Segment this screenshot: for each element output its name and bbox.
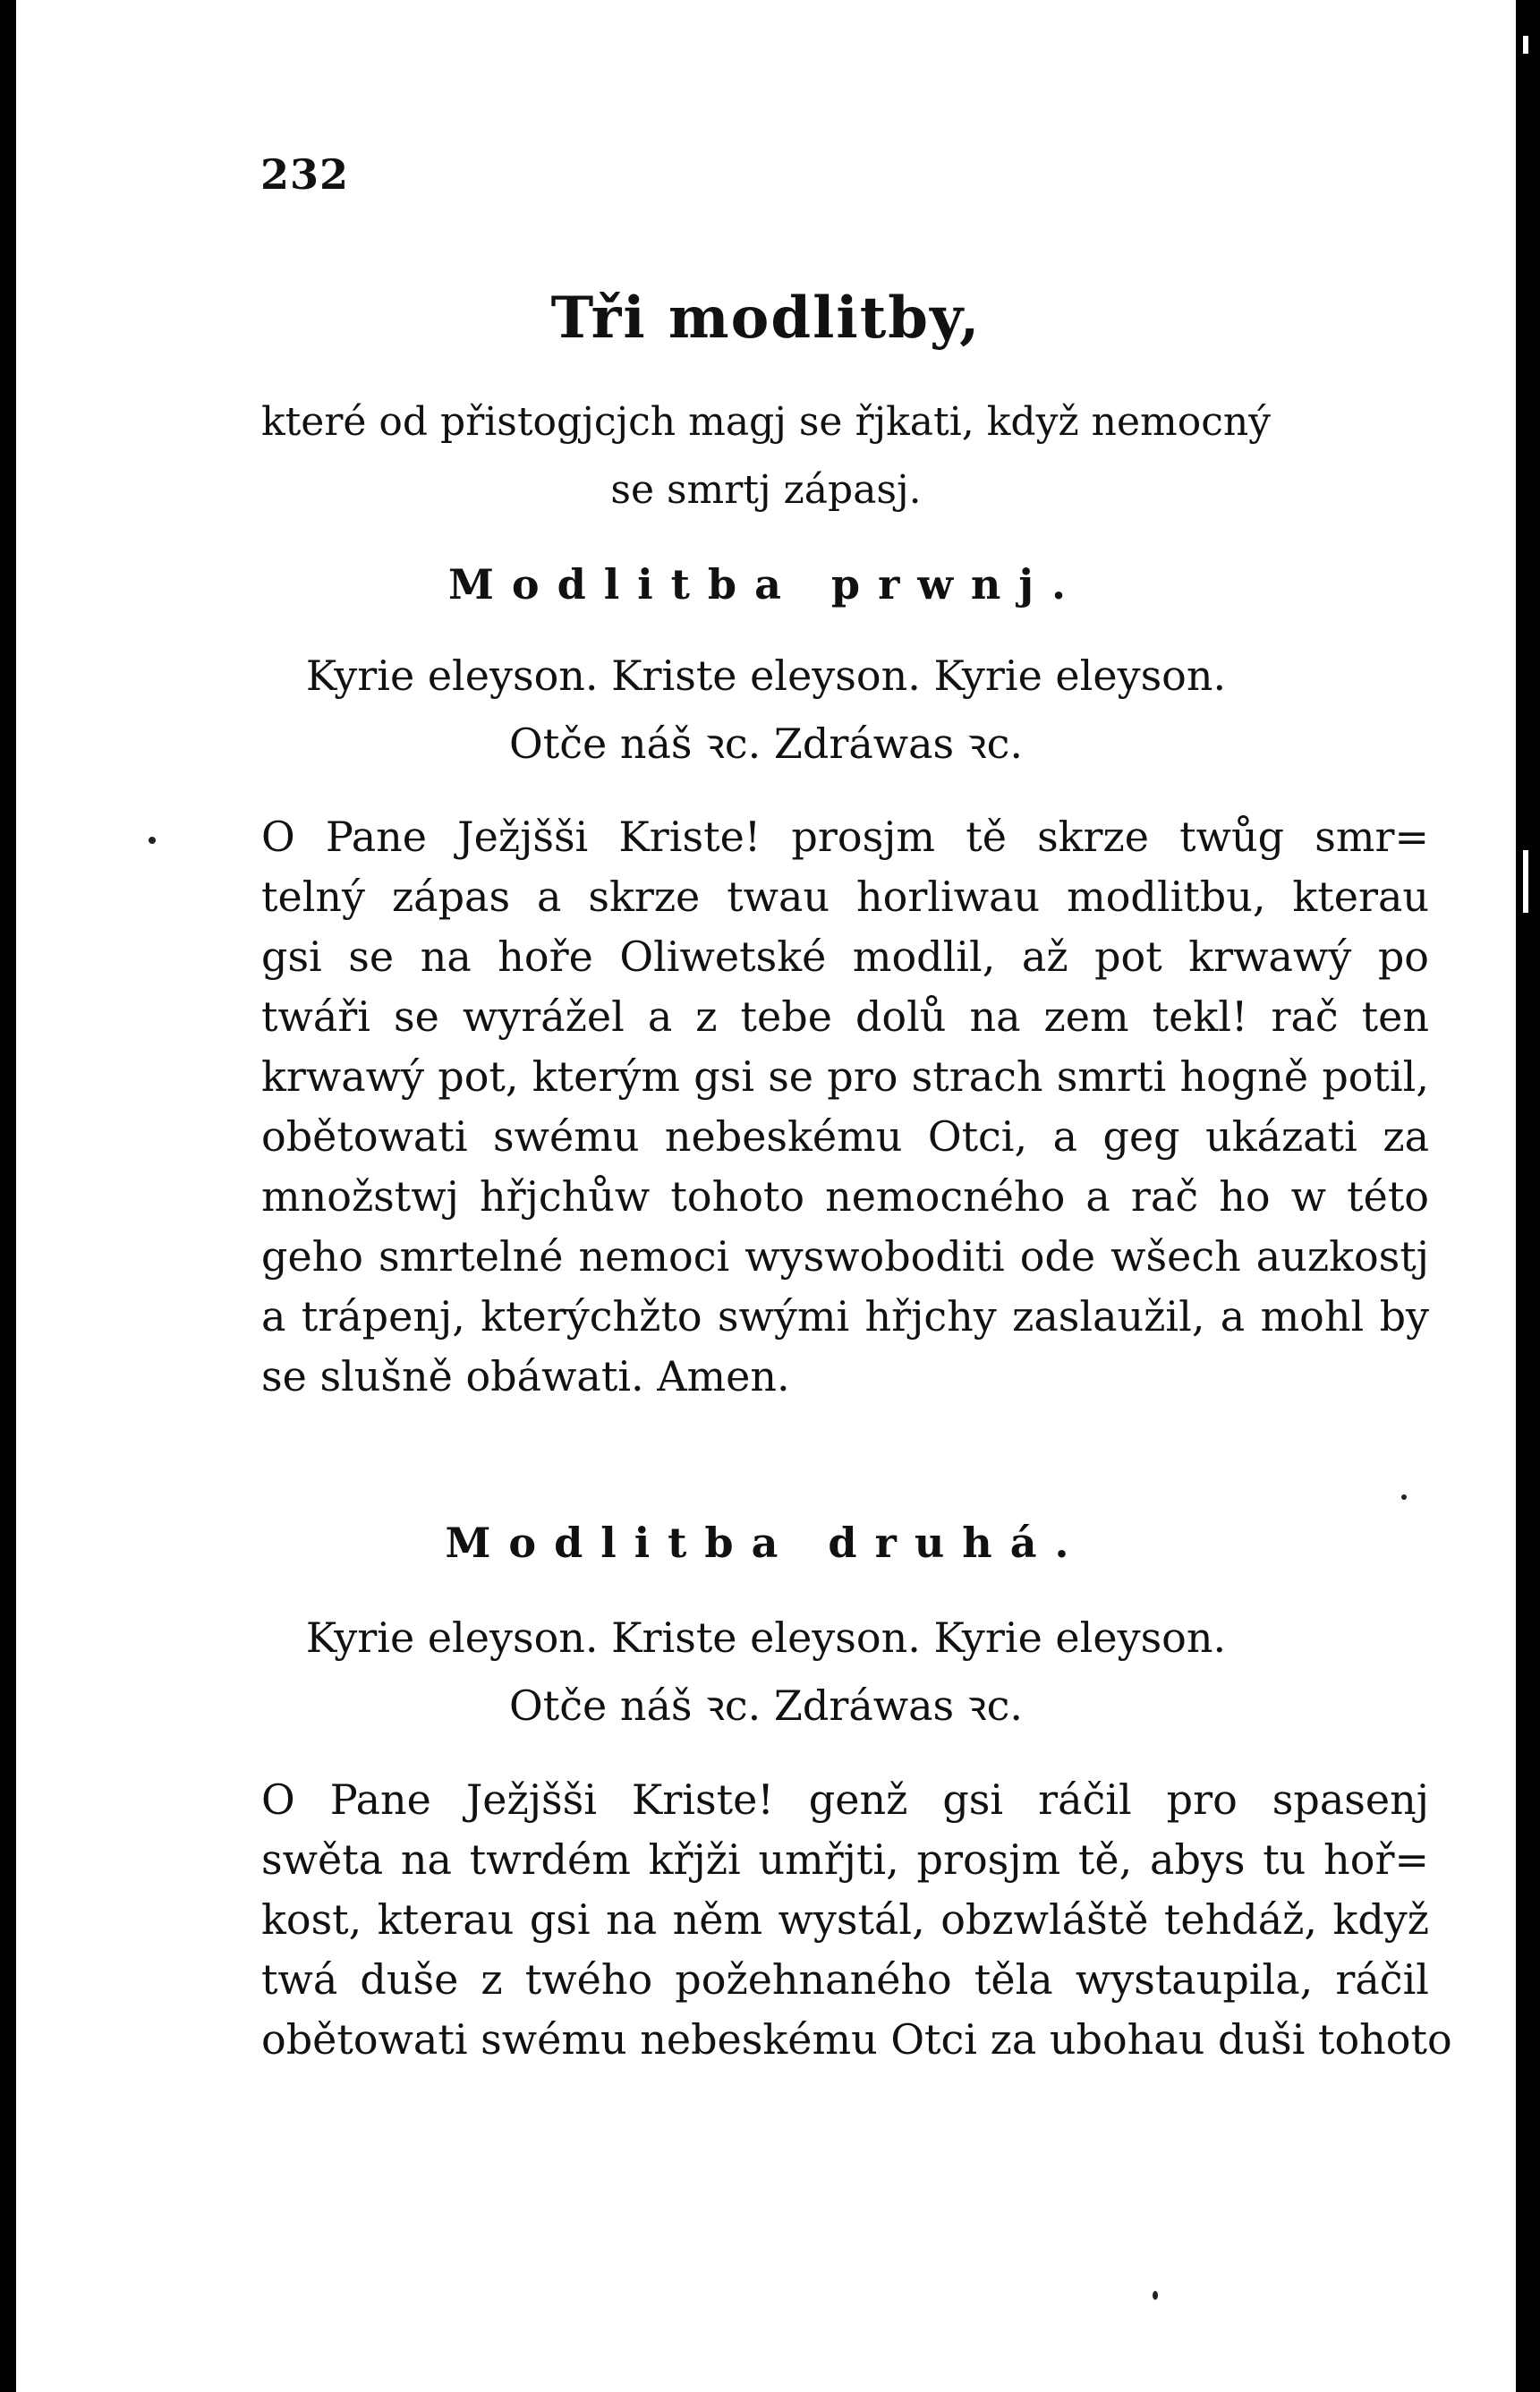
prayer-line: množstwj hřjchůw tohoto nemocného a rač ho w této	[261, 1172, 1429, 1221]
invocation-first-prayer	[16, 642, 1516, 778]
page-edge-shadow	[1516, 0, 1540, 2392]
subtitle	[16, 388, 1516, 524]
page-title: Tři modlitby,	[550, 285, 982, 352]
print-speck	[1153, 2291, 1158, 2300]
invocation-line: Kyrie eleyson. Kriste eleyson. Kyrie eleyson.	[305, 1613, 1227, 1662]
edge-notch	[1523, 850, 1528, 913]
prayer-line: a trápenj, kterýchžto swými hřjchy zaslaužil, a mohl by	[261, 1292, 1429, 1341]
prayer-text-second	[261, 1770, 1452, 2070]
invocation-line: Kyrie eleyson. Kriste eleyson. Kyrie eleyson.	[305, 651, 1227, 700]
prayer-line: gsi se na hoře Oliwetské modlil, až pot krwawý po	[261, 932, 1429, 981]
subtitle-line: které od přistogjcjch magj se řjkati, když nemocný	[260, 399, 1272, 445]
prayer-line: obětowati swému nebeskému Otci za ubohau duši tohoto	[261, 2015, 1452, 2064]
section-heading-second-prayer: Modlitba druhá.	[445, 1519, 1087, 1567]
subtitle-line: se smrtj zápasj.	[610, 467, 922, 513]
prayer-line: twáři se wyrážel a z tebe dolů na zem tekl! rač ten	[261, 992, 1429, 1041]
prayer-line: geho smrtelné nemoci wyswoboditi ode wšech auzkostj	[261, 1232, 1429, 1281]
prayer-line: O Pane Ježjšši Kriste! prosjm tě skrze twůg smr=	[261, 813, 1429, 861]
book-page	[16, 0, 1516, 2392]
invocation-line: Otče náš ꝛc. Zdráwas ꝛc.	[509, 719, 1023, 768]
print-speck	[1401, 1494, 1407, 1500]
prayer-text-first	[261, 807, 1429, 1407]
page-number: 232	[260, 150, 350, 199]
print-speck	[149, 837, 156, 844]
prayer-line: krwawý pot, kterým gsi se pro strach smrti hogně potil,	[261, 1052, 1429, 1101]
prayer-line: swěta na twrdém křjži umřjti, prosjm tě, abys tu hoř=	[261, 1835, 1429, 1884]
section-heading-first-prayer: Modlitba prwnj.	[447, 560, 1085, 609]
edge-notch	[1523, 36, 1528, 54]
invocation-second-prayer	[16, 1604, 1516, 1740]
prayer-line: telný zápas a skrze twau horliwau modlitbu, kterau	[261, 873, 1429, 921]
invocation-line: Otče náš ꝛc. Zdráwas ꝛc.	[509, 1681, 1023, 1730]
prayer-line: kost, kterau gsi na něm wystál, obzwláště tehdáž, když	[261, 1895, 1429, 1944]
prayer-line: se slušně obáwati. Amen.	[261, 1352, 790, 1400]
prayer-line: obětowati swému nebeskému Otci, a geg ukázati za	[261, 1112, 1429, 1161]
prayer-line: O Pane Ježjšši Kriste! genž gsi ráčil pro spasenj	[261, 1775, 1429, 1824]
prayer-line: twá duše z twého požehnaného těla wystaupila, ráčil	[261, 1955, 1429, 2004]
